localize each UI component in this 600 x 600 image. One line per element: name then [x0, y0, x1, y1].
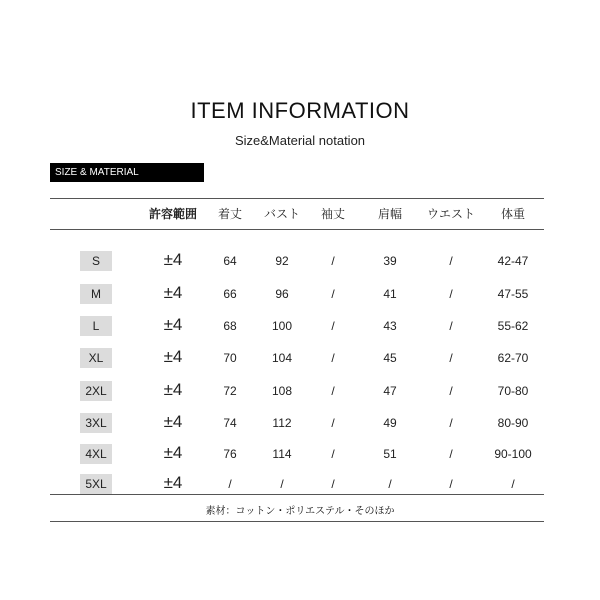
tolerance-cell: ±4 [163, 380, 183, 399]
table-top-divider [50, 198, 544, 199]
shoulder-cell: 47 [383, 384, 397, 398]
weight-cell: 55-62 [497, 319, 529, 333]
shoulder-cell: 49 [383, 416, 397, 430]
bust-cell: 108 [271, 384, 293, 398]
page-subtitle: Size&Material notation [234, 133, 366, 148]
table-row [0, 348, 600, 368]
size-label: XL [80, 348, 112, 368]
length-cell: / [228, 477, 232, 491]
waist-cell: / [449, 447, 453, 461]
length-cell: 74 [223, 416, 237, 430]
bust-cell: 112 [272, 416, 292, 430]
length-cell: 66 [223, 287, 237, 301]
length-cell: 72 [223, 384, 237, 398]
waist-cell: / [449, 384, 453, 398]
tolerance-cell: ±4 [163, 412, 183, 431]
table-row [0, 284, 600, 304]
length-cell: 76 [223, 447, 237, 461]
size-label: 2XL [80, 381, 112, 401]
shoulder-cell: 41 [383, 287, 397, 301]
waist-cell: / [449, 254, 453, 268]
length-cell: 64 [223, 254, 237, 268]
bust-cell: 114 [272, 447, 292, 461]
sleeve-cell: / [331, 384, 335, 398]
tolerance-cell: ±4 [163, 443, 183, 462]
sleeve-cell: / [331, 254, 335, 268]
weight-cell: 62-70 [497, 351, 529, 365]
shoulder-cell: 43 [383, 319, 397, 333]
tolerance-cell: ±4 [163, 347, 183, 366]
waist-cell: / [449, 287, 453, 301]
size-label: 4XL [80, 444, 112, 464]
table-row [0, 381, 600, 401]
length-cell: 68 [223, 319, 237, 333]
tolerance-cell: ±4 [163, 283, 183, 302]
table-header-divider [50, 229, 544, 230]
table-header [0, 205, 600, 223]
sleeve-cell: / [331, 319, 335, 333]
header-shoulder: 肩幅 [377, 207, 403, 221]
weight-cell: 42-47 [497, 254, 529, 268]
table-row [0, 316, 600, 336]
tolerance-cell: ±4 [163, 473, 183, 492]
waist-cell: / [449, 319, 453, 333]
table-row [0, 444, 600, 464]
waist-cell: / [449, 351, 453, 365]
bust-cell: 96 [275, 287, 289, 301]
shoulder-cell: 45 [383, 351, 397, 365]
size-label: 5XL [80, 474, 112, 494]
size-label: L [80, 316, 112, 336]
header-tolerance: 許容範囲 [148, 207, 198, 221]
material-note: 素材：コットン・ポリエステル・そのほか [205, 506, 395, 517]
sleeve-cell: / [331, 287, 335, 301]
header-weight: 体重 [500, 207, 526, 221]
table-bottom-divider [50, 494, 544, 495]
sleeve-cell: / [331, 447, 335, 461]
sleeve-cell: / [331, 477, 335, 491]
shoulder-cell: 39 [383, 254, 397, 268]
table-row [0, 251, 600, 271]
size-label: 3XL [80, 413, 112, 433]
length-cell: 70 [223, 351, 237, 365]
waist-cell: / [449, 416, 453, 430]
tolerance-cell: ±4 [163, 250, 183, 269]
bust-cell: 104 [271, 351, 293, 365]
weight-cell: 70-80 [497, 384, 529, 398]
shoulder-cell: / [388, 477, 392, 491]
weight-cell: / [511, 477, 515, 491]
header-waist: ウエスト [426, 207, 476, 221]
sleeve-cell: / [331, 416, 335, 430]
weight-cell: 90-100 [494, 447, 532, 461]
header-sleeve: 袖丈 [320, 207, 346, 221]
waist-cell: / [449, 477, 453, 491]
header-length: 着丈 [217, 207, 243, 221]
shoulder-cell: 51 [383, 447, 397, 461]
page-title: ITEM INFORMATION [190, 98, 410, 123]
sleeve-cell: / [331, 351, 335, 365]
bust-cell: 92 [275, 254, 289, 268]
bust-cell: / [280, 477, 284, 491]
size-label: S [80, 251, 112, 271]
table-row [0, 474, 600, 494]
table-row [0, 413, 600, 433]
section-label: SIZE & MATERIAL [50, 163, 204, 182]
size-label: M [80, 284, 112, 304]
weight-cell: 80-90 [497, 416, 529, 430]
weight-cell: 47-55 [497, 287, 529, 301]
bust-cell: 100 [271, 319, 293, 333]
tolerance-cell: ±4 [163, 315, 183, 334]
footer-divider [50, 521, 544, 522]
header-bust: バスト [263, 207, 301, 221]
